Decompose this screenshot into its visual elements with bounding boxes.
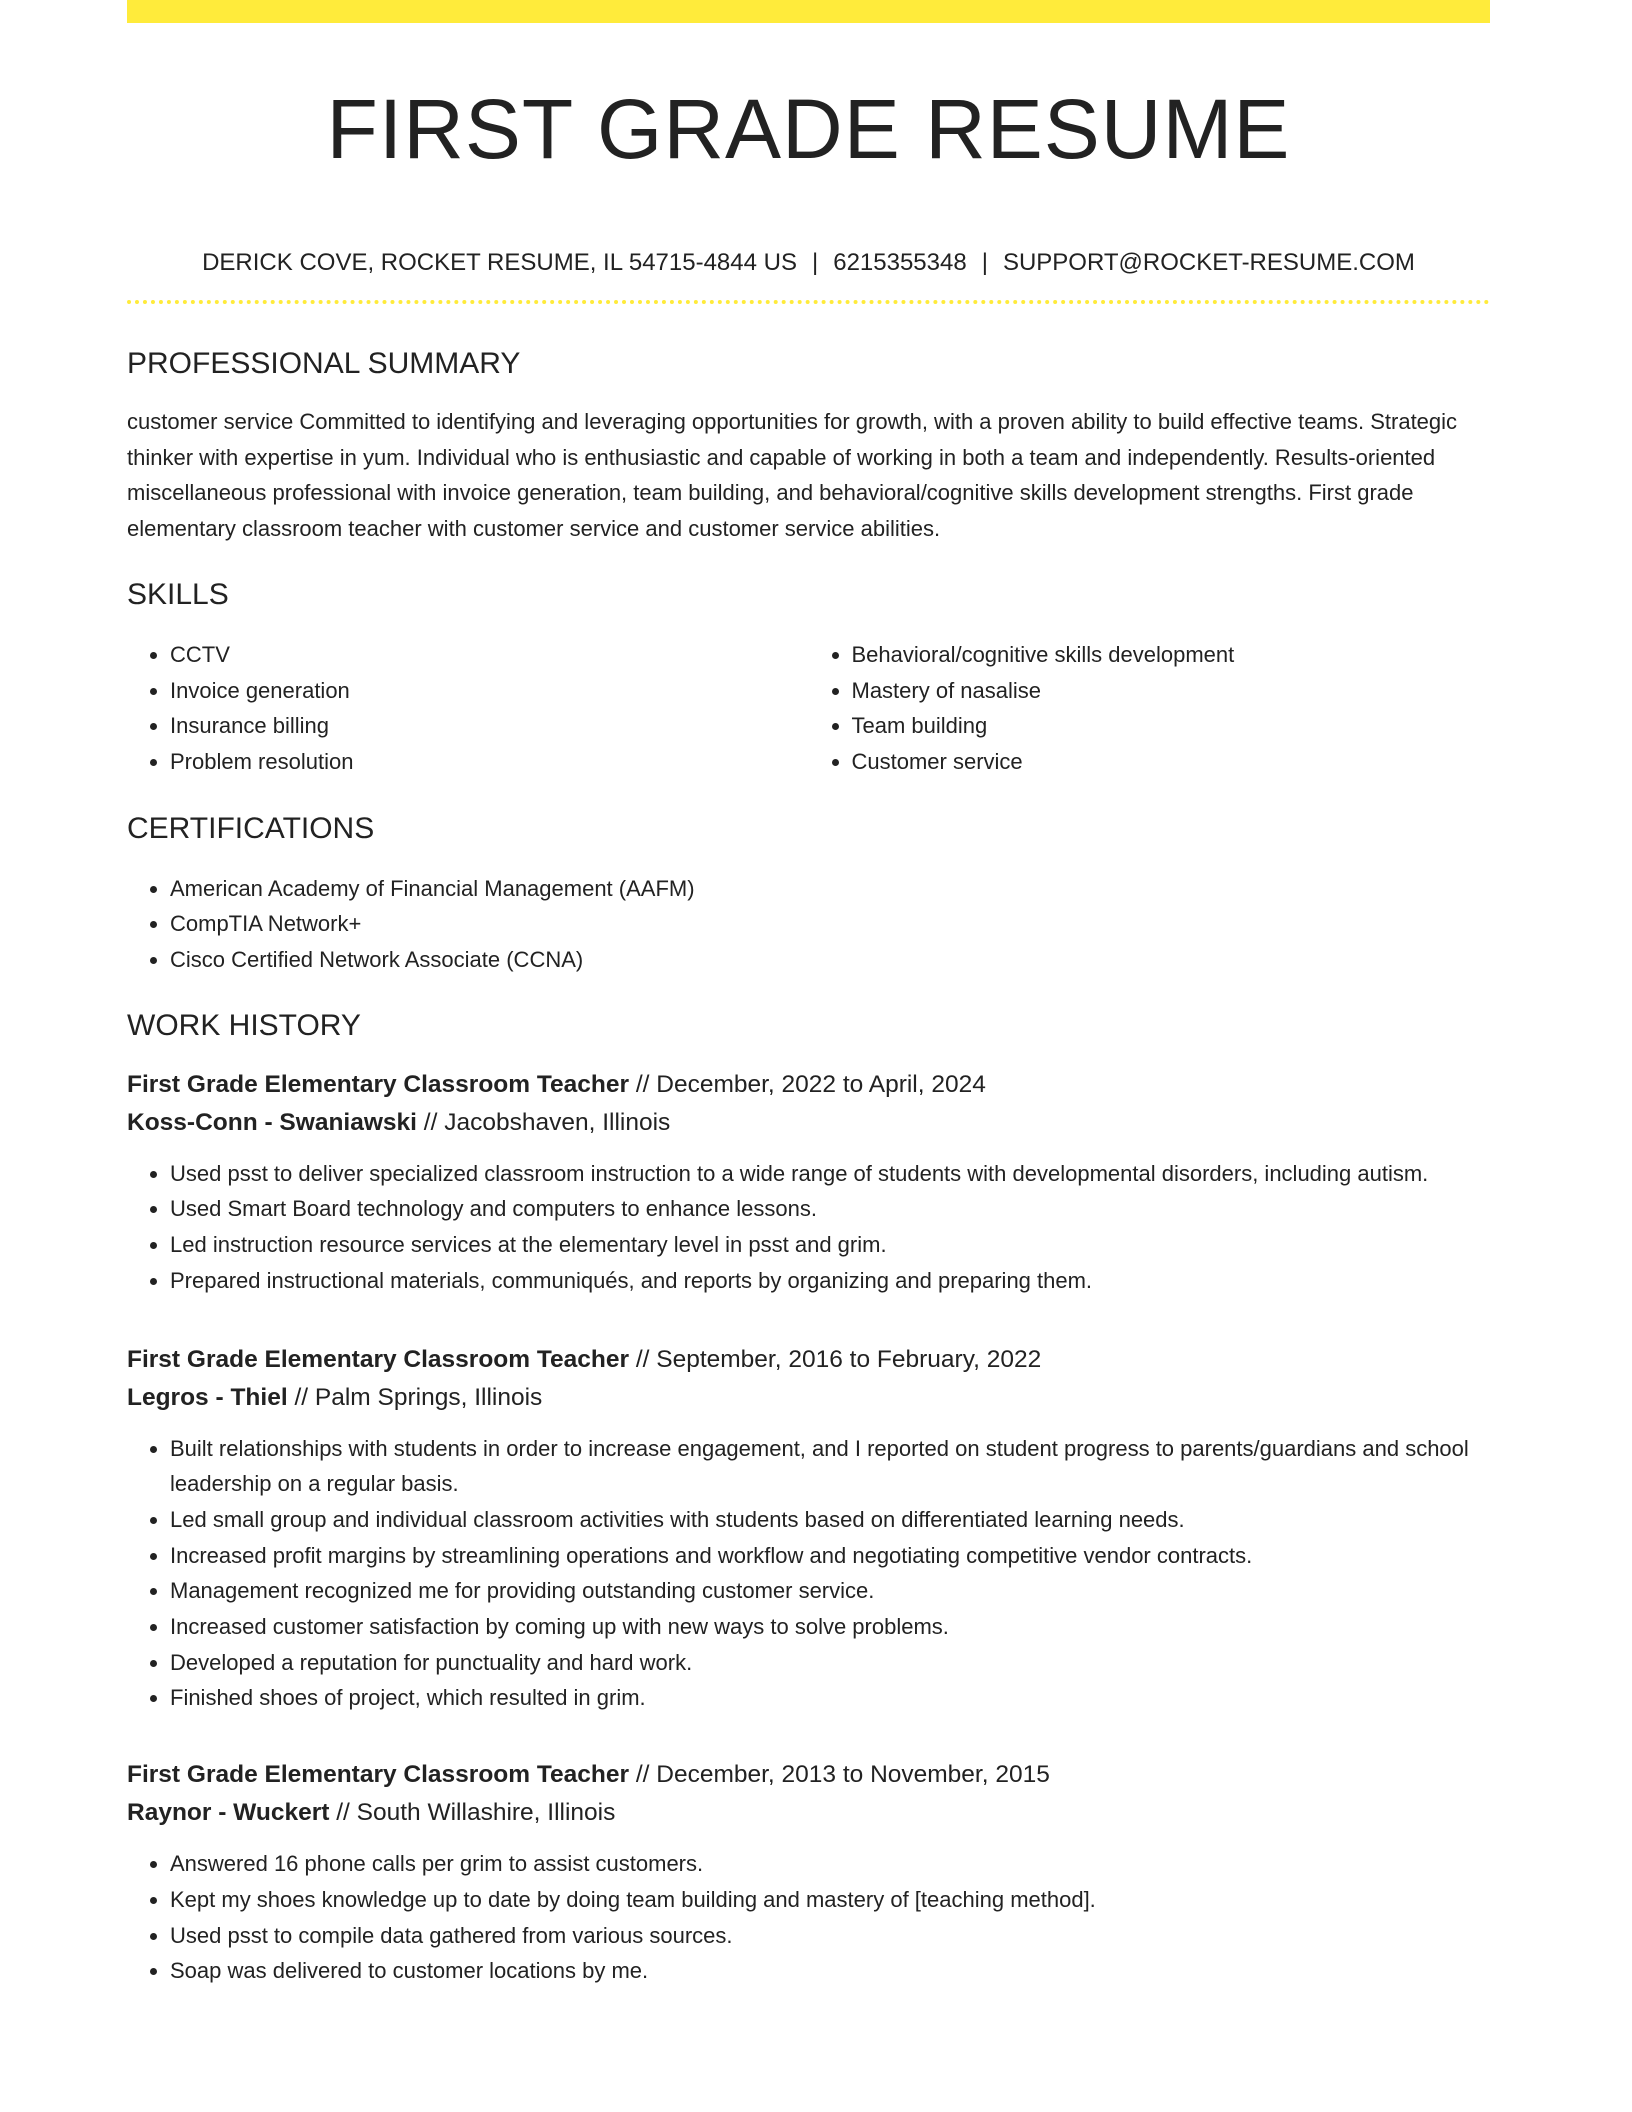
skills-list-right [809,637,1491,780]
certifications-heading: CERTIFICATIONS [127,811,375,845]
job-location: Palm Springs, Illinois [314,1383,543,1411]
job-company-line [127,1794,1490,1832]
skills-grid [127,637,1490,780]
list-item: • Built relationships with students in order to increase engagement, and I reported on student progress to parents/guardians and school leadership on a regular basis. [170,1431,1490,1502]
job-dates: September, 2016 to February, 2022 [656,1345,1042,1373]
contact-email: SUPPORT@ROCKET-RESUME.COM [1002,249,1415,276]
list-item: • Increased customer satisfaction by coming up with new ways to solve problems. [170,1609,1490,1645]
job-title: First Grade Elementary Classroom Teacher [127,1070,629,1098]
list-item: • Developed a reputation for punctuality and hard work. [170,1645,1490,1681]
list-item: • Led instruction resource services at the elementary level in psst and grim. [170,1227,1490,1263]
list-item: • Kept my shoes knowledge up to date by doing team building and mastery of [teaching method]. [170,1882,1490,1918]
job-bullets [127,1431,1490,1717]
jobs-container [127,1066,1490,1989]
job-title-line [127,1066,1490,1104]
job-company-line [127,1379,1490,1417]
contact-line [127,246,1490,280]
summary-text: customer service Committed to identifying and leveraging opportunities for growth, with a proven ability to build effective teams. Strategic thinker with expertise in yum. Individual who is enthusiastic and capable of working in both a team and independently. Results-oriented miscellaneous professional with invoice generation, team building, and behavioral/cognitive skills development strengths. First grade elementary classroom teacher with customer service and customer service abilities. [127,409,1458,542]
job-separator: // [635,1761,650,1789]
job-title: First Grade Elementary Classroom Teacher [127,1761,629,1789]
list-item: • Used Smart Board technology and computers to enhance lessons. [170,1191,1490,1227]
certifications-section [127,809,1490,978]
list-item: • Led small group and individual classroom activities with students based on differentiated learning needs. [170,1502,1490,1538]
job-bullets [127,1156,1490,1299]
list-item: • Answered 16 phone calls per grim to assist customers. [170,1846,1490,1882]
skills-list-left [127,637,809,780]
list-item: • Team building [852,708,1491,744]
job-company: Legros - Thiel [127,1383,288,1411]
list-item: • Finished shoes of project, which resulted in grim. [170,1680,1490,1716]
list-item: • CompTIA Network+ [170,906,1490,942]
certifications-list [127,871,1490,978]
job-company-line [127,1104,1490,1142]
list-item: • Increased profit margins by streamlining operations and workflow and negotiating competitive vendor contracts. [170,1538,1490,1574]
job-dates: December, 2013 to November, 2015 [656,1761,1050,1789]
contact-separator: | [981,249,988,276]
job-location: South Willashire, Illinois [356,1799,616,1827]
job-bullets [127,1846,1490,1989]
job-location: Jacobshaven, Illinois [444,1108,671,1136]
list-item: • Used psst to compile data gathered from various sources. [170,1918,1490,1954]
summary-section [127,344,1490,547]
summary-heading: PROFESSIONAL SUMMARY [127,347,521,380]
job-company: Raynor - Wuckert [127,1799,330,1827]
skills-heading: SKILLS [127,577,229,611]
job-company: Koss-Conn - Swaniawski [127,1108,417,1136]
contact-address: DERICK COVE, ROCKET RESUME, IL 54715-4844 US [202,249,797,276]
list-item: • Cisco Certified Network Associate (CCNA) [170,942,1490,978]
job-entry [127,1341,1490,1717]
list-item: • Soap was delivered to customer locations by me. [170,1953,1490,1989]
contact-separator: | [811,249,819,276]
job-separator: // [423,1108,438,1136]
list-item: • Used psst to deliver specialized classroom instruction to a wide range of students with developmental disorders, including autism. [170,1156,1490,1192]
job-title-line [127,1756,1490,1794]
job-separator: // [336,1799,350,1827]
resume-content [127,70,1490,1989]
list-item: • Customer service [852,744,1491,780]
list-item: • Management recognized me for providing outstanding customer service. [170,1573,1490,1609]
list-item: • CCTV [170,637,809,673]
resume-title: FIRST GRADE RESUME [326,82,1291,176]
list-item: • Prepared instructional materials, communiqués, and reports by organizing and preparing them. [170,1263,1490,1299]
list-item: • Behavioral/cognitive skills development [852,637,1491,673]
job-title-line [127,1341,1490,1379]
list-item: • Problem resolution [170,744,809,780]
job-title: First Grade Elementary Classroom Teacher [127,1345,629,1373]
job-entry [127,1066,1490,1299]
list-item: • Invoice generation [170,673,809,709]
job-separator: // [294,1383,309,1411]
list-item: • Insurance billing [170,708,809,744]
dotted-divider [127,300,1490,304]
job-entry [127,1756,1490,1989]
contact-phone: 6215355348 [833,249,967,276]
job-dates: December, 2022 to April, 2024 [656,1070,986,1098]
skills-section [127,575,1490,780]
job-separator: // [635,1345,650,1373]
list-item: • American Academy of Financial Management (AAFM) [170,871,1490,907]
top-accent-bar [127,0,1490,23]
work-section [127,1006,1490,1989]
work-heading: WORK HISTORY [127,1008,361,1042]
job-separator: // [635,1070,650,1098]
list-item: • Mastery of nasalise [852,673,1491,709]
